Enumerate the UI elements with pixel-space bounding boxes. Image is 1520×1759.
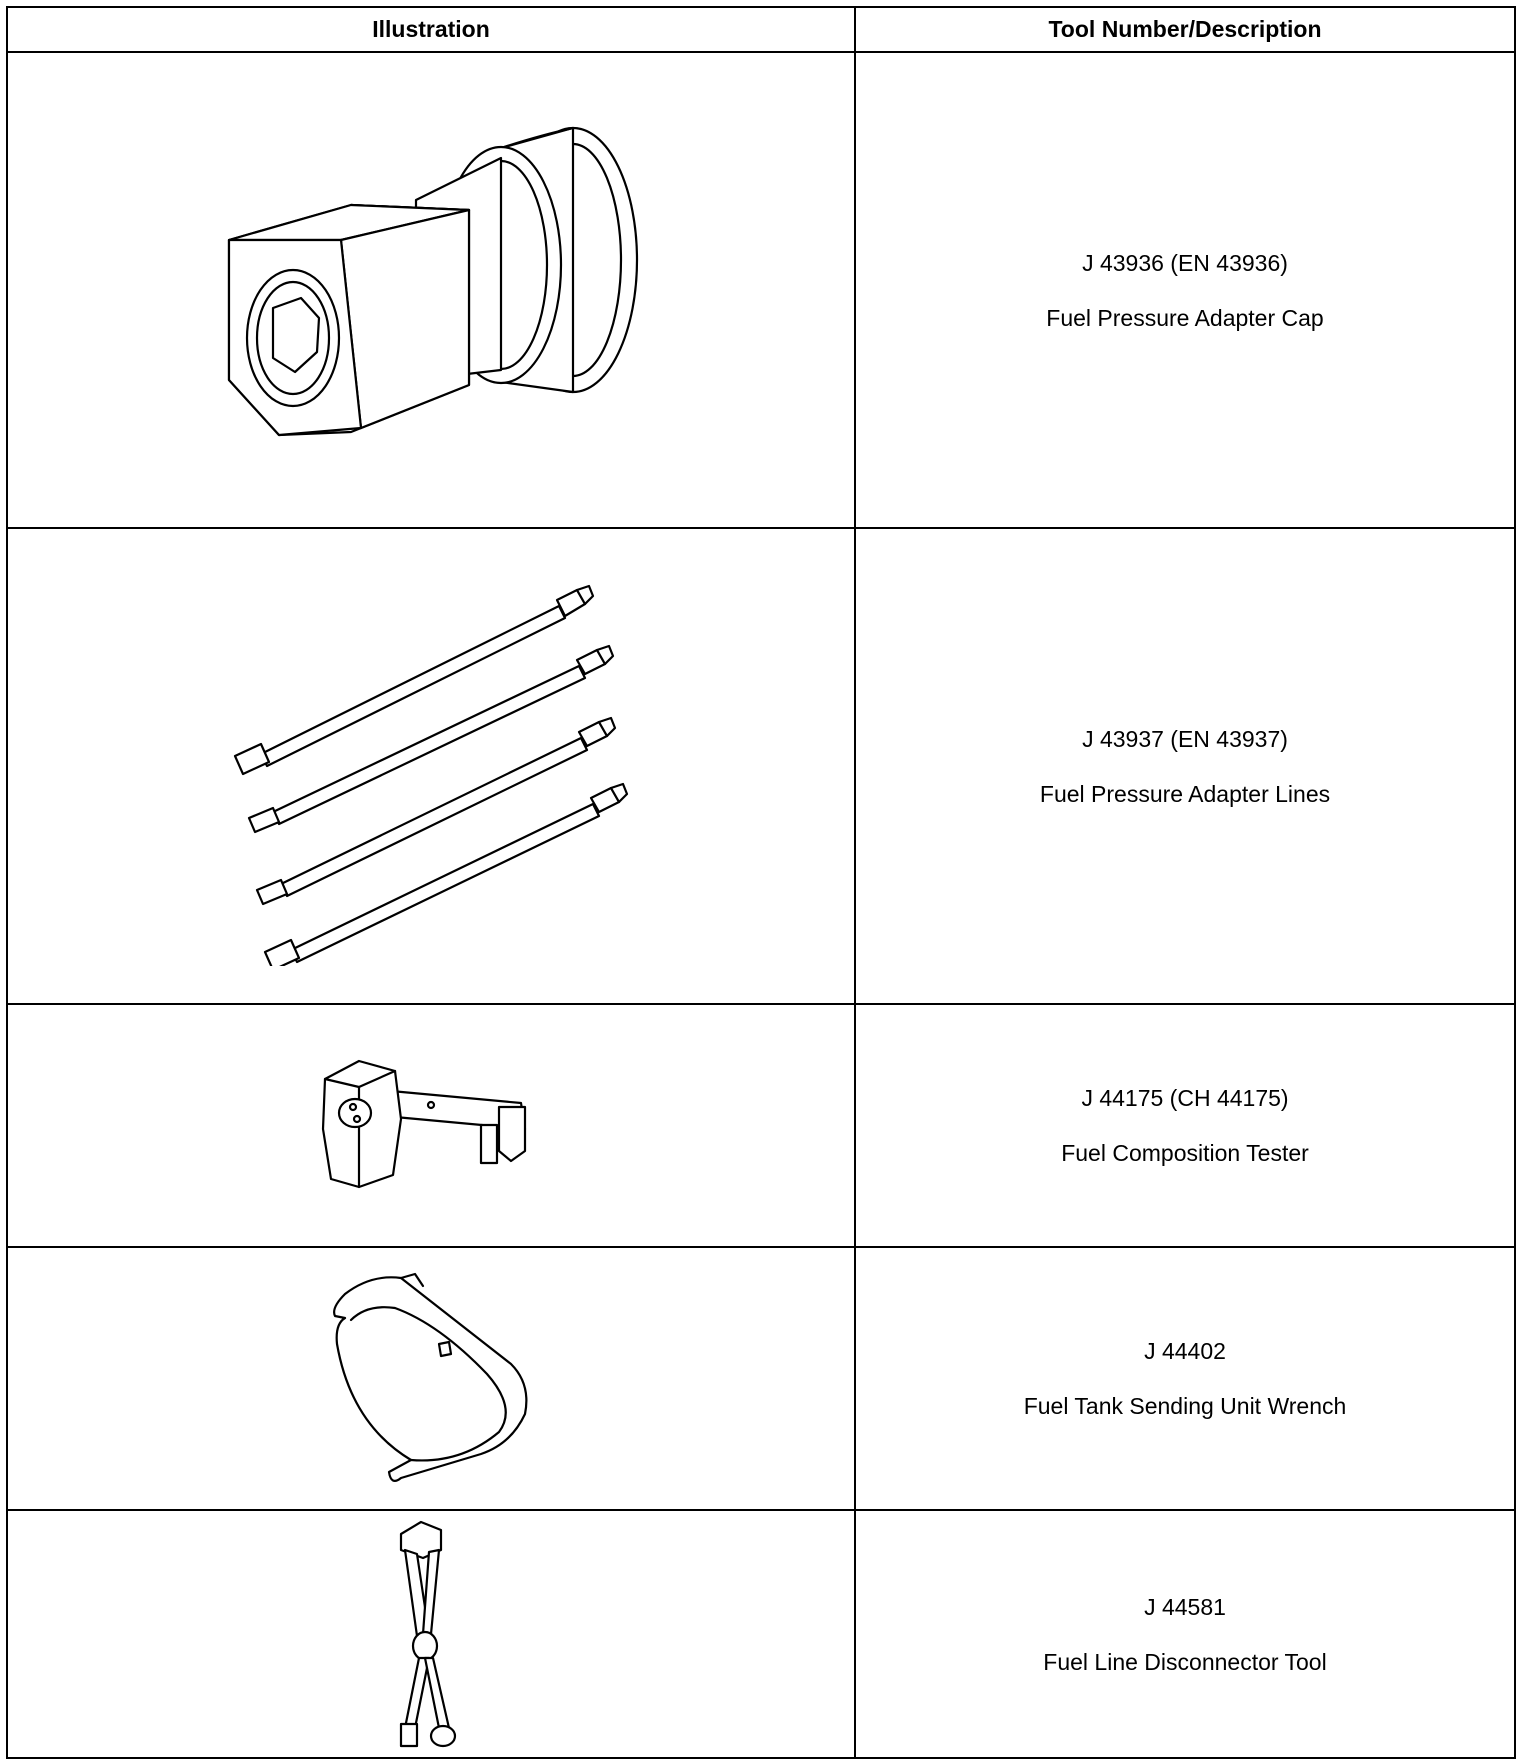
illustration-cell	[7, 1247, 855, 1510]
illustration-cell	[7, 52, 855, 528]
composition-tester-drawing	[311, 1051, 551, 1201]
tool-name: Fuel Tank Sending Unit Wrench	[1023, 1393, 1347, 1419]
table-row	[7, 1247, 1515, 1510]
disconnector-tool-drawing	[371, 1514, 491, 1754]
tool-number: J 43936 (EN 43936)	[1082, 249, 1288, 276]
table-row	[7, 1004, 1515, 1247]
tool-number: J 44175 (CH 44175)	[1081, 1085, 1289, 1111]
description-cell	[855, 1247, 1515, 1510]
table-row	[7, 528, 1515, 1004]
tool-name: Fuel Pressure Adapter Lines	[1039, 780, 1331, 807]
tool-name: Fuel Line Disconnector Tool	[1043, 1648, 1327, 1675]
illustration-cell	[7, 1510, 855, 1758]
illustration-cell	[7, 1004, 855, 1247]
header-illustration: Illustration	[7, 7, 855, 52]
description-cell	[855, 1004, 1515, 1247]
description-cell	[855, 52, 1515, 528]
table-row	[7, 1510, 1515, 1758]
header-tool-number-description: Tool Number/Description	[855, 7, 1515, 52]
tool-name: Fuel Composition Tester	[1061, 1140, 1309, 1166]
table-header-row	[7, 7, 1515, 52]
description-cell	[855, 1510, 1515, 1758]
tool-number: J 43937 (EN 43937)	[1082, 725, 1288, 752]
tool-table	[6, 6, 1516, 1759]
tool-number: J 44402	[1144, 1338, 1226, 1364]
tool-number: J 44581	[1144, 1593, 1226, 1620]
tool-name: Fuel Pressure Adapter Cap	[1046, 304, 1324, 331]
sending-unit-wrench-drawing	[311, 1264, 551, 1494]
adapter-lines-drawing	[221, 566, 641, 966]
adapter-cap-drawing	[201, 90, 661, 490]
table-row	[7, 52, 1515, 528]
illustration-cell	[7, 528, 855, 1004]
description-cell	[855, 528, 1515, 1004]
